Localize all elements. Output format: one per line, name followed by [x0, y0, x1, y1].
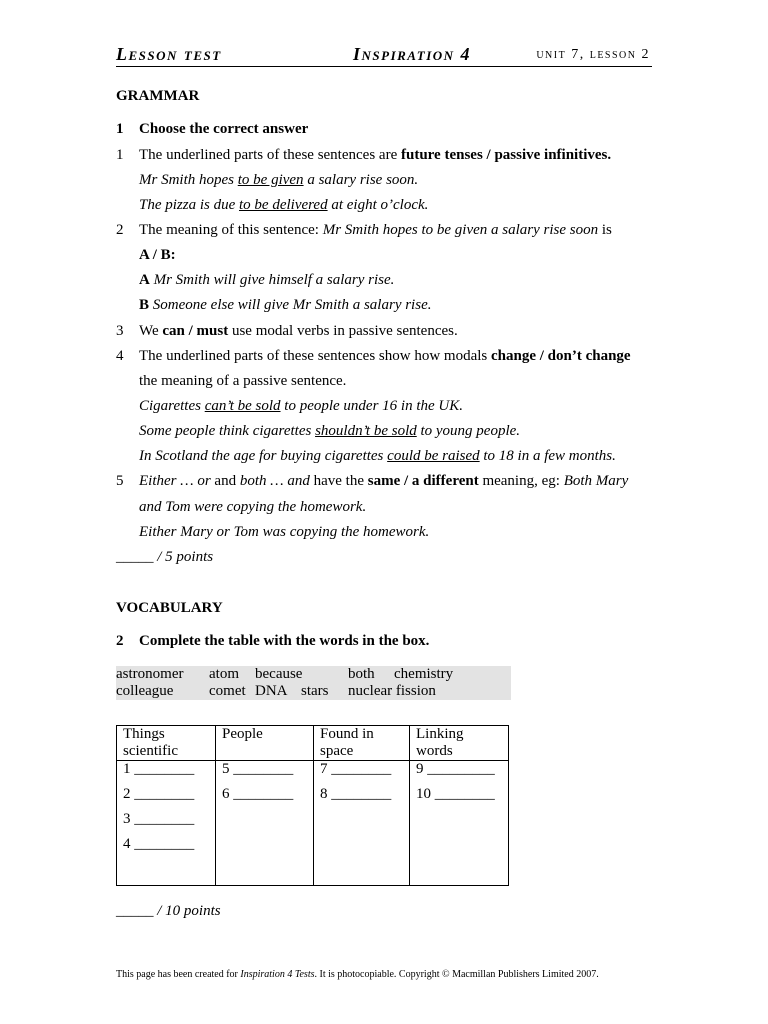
- grammar-points: _____ / 5 points: [116, 549, 214, 565]
- unit-lesson: unit 7, lesson 2: [536, 47, 650, 62]
- table-column-things-scientific: [117, 761, 216, 886]
- blank-1[interactable]: 1 ________: [123, 761, 195, 777]
- question-3-number: 3: [116, 323, 124, 339]
- question-1-options: future tenses / passive infinitives.: [400, 147, 612, 163]
- table-column-people: [216, 761, 314, 886]
- word-box: [116, 666, 511, 700]
- table-header-linking-words: Linking words: [410, 726, 509, 761]
- grammar-heading: GRAMMAR: [116, 88, 200, 104]
- question-4-example-2: Some people think cigarettes shouldn’t be sold to young people.: [139, 423, 521, 439]
- blank-9[interactable]: 9 _________: [416, 761, 495, 777]
- question-2-option-a: A Mr Smith will give himself a salary rise.: [139, 272, 395, 288]
- word-item: comet: [209, 683, 246, 699]
- word-item: atom: [209, 666, 239, 682]
- word-item: stars: [301, 683, 329, 699]
- exercise-1-title: Choose the correct answer: [139, 121, 309, 137]
- question-5-text: Either … or and both … and have the same / a different meaning, eg: Both Mary: [139, 473, 629, 489]
- question-4-text: The underlined parts of these sentences show how modals change / don’t change: [139, 348, 631, 364]
- blank-6[interactable]: 6 ________: [222, 786, 294, 802]
- question-5-example-2: Either Mary or Tom was copying the homework.: [139, 524, 430, 540]
- vocabulary-heading: VOCABULARY: [116, 600, 223, 616]
- copyright-footer: This page has been created for Inspiration 4 Tests. It is photocopiable. Copyright © Macmillan Publishers Limited 2007.: [116, 969, 599, 980]
- lesson-test-title: Lesson test: [116, 44, 222, 64]
- question-4-example-3: In Scotland the age for buying cigarettes could be raised to 18 in a few months.: [139, 448, 616, 464]
- question-5-number: 5: [116, 473, 124, 489]
- table-header-found-in-space: Found in space: [314, 726, 410, 761]
- vocabulary-points: _____ / 10 points: [116, 903, 221, 919]
- word-item: nuclear fission: [348, 683, 436, 699]
- exercise-1-number: 1: [116, 121, 124, 137]
- blank-10[interactable]: 10 ________: [416, 786, 495, 802]
- book-title: Inspiration 4: [353, 44, 472, 64]
- word-item: both: [348, 666, 375, 682]
- page-header: [116, 44, 652, 67]
- question-4-number: 4: [116, 348, 124, 364]
- question-1-number: 1: [116, 147, 124, 163]
- table-column-linking-words: [410, 761, 509, 886]
- table-header-people: People: [216, 726, 314, 761]
- blank-8[interactable]: 8 ________: [320, 786, 392, 802]
- question-2-number: 2: [116, 222, 124, 238]
- exercise-2-title: Complete the table with the words in the box.: [139, 633, 430, 649]
- word-item: astronomer: [116, 666, 184, 682]
- blank-2[interactable]: 2 ________: [123, 786, 195, 802]
- vocabulary-table: [116, 725, 509, 886]
- question-3-text: We can / must use modal verbs in passive sentences.: [139, 323, 458, 339]
- question-2-option-b: B Someone else will give Mr Smith a salary rise.: [139, 297, 432, 313]
- blank-4[interactable]: 4 ________: [123, 836, 195, 852]
- question-5-example-1: and Tom were copying the homework.: [139, 499, 367, 515]
- word-item: DNA: [255, 683, 288, 699]
- word-item: chemistry: [394, 666, 454, 682]
- word-item: colleague: [116, 683, 174, 699]
- question-1-example-2: The pizza is due to be delivered at eight o’clock.: [139, 197, 429, 213]
- blank-3[interactable]: 3 ________: [123, 811, 195, 827]
- table-column-found-in-space: [314, 761, 410, 886]
- exercise-2-number: 2: [116, 633, 124, 649]
- question-2-text: The meaning of this sentence: Mr Smith hopes to be given a salary rise soon is: [139, 222, 612, 238]
- blank-5[interactable]: 5 ________: [222, 761, 294, 777]
- question-4-example-1: Cigarettes can’t be sold to people under 16 in the UK.: [139, 398, 464, 414]
- word-item: because: [255, 666, 303, 682]
- question-2-options: A / B:: [139, 247, 176, 263]
- question-1-example-1: Mr Smith hopes to be given a salary rise soon.: [139, 172, 419, 188]
- question-4-text-line-2: the meaning of a passive sentence.: [139, 373, 347, 389]
- table-header-things-scientific: Things scientific: [117, 726, 216, 761]
- blank-7[interactable]: 7 ________: [320, 761, 392, 777]
- question-1-text: The underlined parts of these sentences are future tenses / passive infinitives.: [139, 147, 612, 163]
